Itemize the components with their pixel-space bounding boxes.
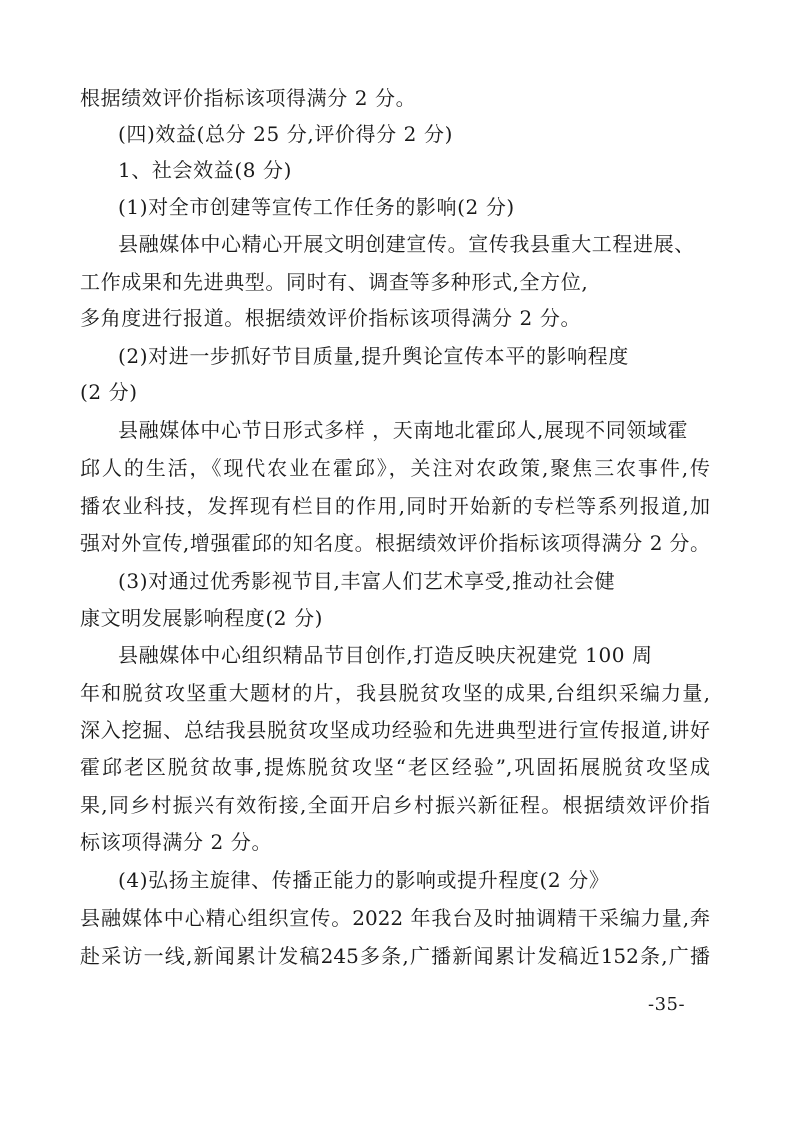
- item-heading: (2)对进一步抓好节目质量,提升舆论宣传本平的影响程度: [118, 344, 629, 368]
- subsection-heading: 1、社会效益(8 分): [118, 158, 293, 182]
- page-number: -35-: [648, 994, 686, 1015]
- body-text-line: 赴采访一线,新闻累计发稿245多条,广播新闻累计发稿近152条,广播: [80, 944, 710, 968]
- body-text-line: 多角度进行报道。根据绩效评价指标该项得满分 2 分。: [80, 306, 582, 330]
- section-heading: (四)效益(总分 25 分,评价得分 2 分): [118, 122, 453, 146]
- body-text-line: 县融媒体中心组织精品节目创作,打造反映庆祝建党 100 周: [118, 643, 653, 667]
- body-text-line: 强对外宣传,增强霍邱的知名度。根据绩效评价指标该项得满分 2 分。: [80, 531, 710, 555]
- body-text-line: 标该项得满分 2 分。: [80, 830, 273, 854]
- body-text-line: 工作成果和先进典型。同时有、调查等多种形式,全方位,: [80, 270, 589, 294]
- item-heading: (4)弘扬主旋律、传播正能力的影响或提升程度(2 分》: [118, 868, 610, 892]
- body-text-line: 播农业科技，发挥现有栏目的作用,同时开始新的专栏等系列报道,加: [80, 494, 710, 518]
- item-heading-continued: (2 分): [80, 380, 138, 404]
- body-text-line: 深入挖掘、总结我县脱贫攻坚成功经验和先进典型进行宣传报道,讲好: [80, 718, 710, 742]
- body-text-line: 根据绩效评价指标该项得满分 2 分。: [80, 86, 417, 110]
- item-heading-continued: 康文明发展影响程度(2 分): [80, 606, 324, 630]
- body-text-line: 邱人的生活，《现代农业在霍邱》，关注对农政策,聚焦三农事件,传: [80, 456, 710, 480]
- body-text-line: 果,同乡村振兴有效衔接,全面开启乡村振兴新征程。根据绩效评价指: [80, 793, 710, 817]
- body-text-line: 年和脱贫攻坚重大题材的片，我县脱贫攻坚的成果,台组织采编力量,: [80, 681, 710, 705]
- item-heading: (1)对全市创建等宣传工作任务的影响(2 分): [118, 195, 515, 219]
- body-text-line: 县融媒体中心精心组织宣传。2022 年我台及时抽调精干采编力量,奔: [80, 906, 710, 930]
- body-text-line: 县融媒体中心精心开展文明创建宣传。宣传我县重大工程进展、: [118, 232, 695, 256]
- body-text-line: 县融媒体中心节日形式多样 ，天南地北霍邱人,展现不同领域霍: [118, 418, 689, 442]
- item-heading: (3)对通过优秀影视节目,丰富人们艺术享受,推动社会健: [118, 569, 616, 593]
- body-text-line: 霍邱老区脱贫故事,提炼脱贫攻坚“老区经验”,巩固拓展脱贫攻坚成: [80, 755, 710, 779]
